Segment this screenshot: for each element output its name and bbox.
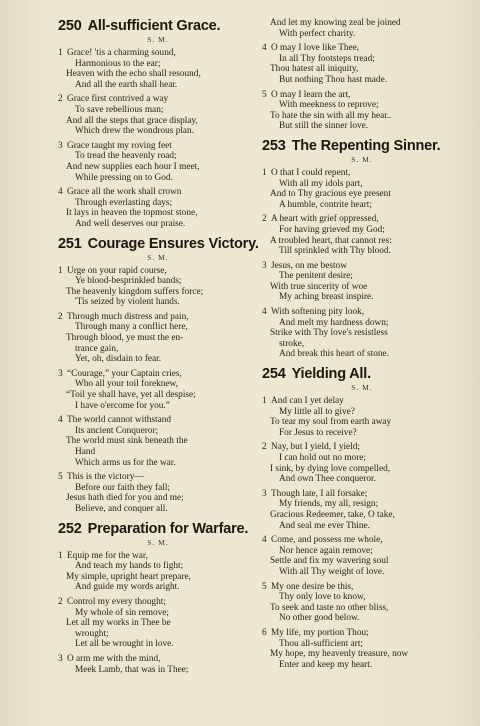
verse-line <box>58 94 258 105</box>
verse-line-text: My whole of sin remove; <box>75 607 169 618</box>
verse-line-text: Through everlasting days; <box>75 197 173 208</box>
verse-line-text: With softening pity look, <box>271 307 365 318</box>
hymn-verse <box>58 187 258 229</box>
verse-line-text: For having grieved my God; <box>279 224 385 235</box>
verse-line-text: Believe, and conquer all. <box>75 503 168 514</box>
verse-line <box>58 141 258 152</box>
verse-line <box>262 428 462 439</box>
verse-number: 3 <box>262 260 267 271</box>
verse-line-text: O that I could repent, <box>271 167 351 178</box>
verse-line-text: Grace all the work shall crown <box>67 187 182 198</box>
verse-line-text: Through many a conflict here, <box>75 322 188 333</box>
left-column <box>58 18 258 681</box>
verse-line <box>262 628 462 639</box>
verse-line-text: The heavenly kingdom suffers force; <box>66 286 204 297</box>
verse-line <box>58 572 258 583</box>
verse-line <box>58 561 258 572</box>
verse-line-text: Who all your toil foreknew, <box>75 379 178 390</box>
verse-line <box>58 483 258 494</box>
verse-line-text: Harmonious to the ear; <box>75 58 161 69</box>
verse-line <box>262 556 462 567</box>
verse-line <box>262 236 462 247</box>
verse-line <box>58 287 258 298</box>
verse-line-text: And seal me ever Thine. <box>279 520 370 531</box>
hymn-block <box>262 138 462 360</box>
verse-line <box>262 328 462 339</box>
verse-number: 4 <box>262 535 267 546</box>
verse-line <box>262 567 462 578</box>
verse-line <box>262 521 462 532</box>
hymn-verse <box>58 94 258 136</box>
verse-line <box>262 660 462 671</box>
verse-line-text: Meek Lamb, that was in Thee; <box>75 664 189 675</box>
hymn-verse <box>262 168 462 210</box>
verse-line <box>262 407 462 418</box>
verse-line-text: Enter and keep my heart. <box>279 659 373 670</box>
hymn-verse <box>262 43 462 85</box>
verse-line <box>58 354 258 365</box>
verse-line <box>262 18 462 29</box>
verse-line <box>262 29 462 40</box>
verse-line <box>262 64 462 75</box>
verse-line-text: And all the steps that grace display, <box>66 115 198 126</box>
verse-line-text: A humble, contrite heart; <box>279 199 372 210</box>
hymn-verse <box>262 261 462 303</box>
hymn-title-text: The Repenting Sinner. <box>291 137 441 154</box>
hymn-meter: S. M. <box>147 537 169 547</box>
hymn-meter: S. M. <box>351 383 373 393</box>
verse-line-text: Jesus hath died for you and me; <box>66 493 184 504</box>
verse-line-text: My one desire be this, <box>271 581 354 592</box>
verse-line-text: To seek and taste no other bliss, <box>270 602 389 613</box>
hymn-verse <box>58 654 258 675</box>
verse-line <box>58 654 258 665</box>
hymn-verse <box>262 582 462 624</box>
verse-line-text: Its ancient Conqueror; <box>75 425 159 436</box>
verse-line <box>262 111 462 122</box>
verse-line <box>262 292 462 303</box>
hymn-block <box>58 521 258 676</box>
verse-line <box>58 493 258 504</box>
verse-line-text: To tear my soul from earth away <box>270 417 392 428</box>
verse-line-text: Though late, I all forsake; <box>271 488 368 499</box>
verse-line <box>262 464 462 475</box>
verse-number: 5 <box>262 89 267 100</box>
verse-line <box>58 458 258 469</box>
hymn-number: 252 <box>58 520 82 537</box>
verse-line <box>58 333 258 344</box>
verse-line <box>262 546 462 557</box>
verse-line <box>262 271 462 282</box>
verse-line-text: Grace! 'tis a charming sound, <box>67 48 176 58</box>
verse-line-text: Nay, but I yield, I yield; <box>271 442 360 453</box>
verse-number: 2 <box>58 94 63 105</box>
hymn-number: 253 <box>262 137 286 154</box>
hymn-title <box>262 138 462 155</box>
verse-line <box>262 168 462 179</box>
verse-line <box>262 613 462 624</box>
verse-line <box>58 401 258 412</box>
verse-line-text: Thou all-sufficient art; <box>279 638 363 649</box>
verse-line-text: My life, my portion Thou; <box>271 627 369 638</box>
verse-line-text: And melt my hardness down; <box>279 317 389 328</box>
verse-line-text: I have o'ercome for you.” <box>75 400 170 411</box>
verse-line-text: I can hold out no more; <box>279 453 367 463</box>
verse-line-text: Let all my works in Thee be <box>66 618 171 629</box>
verse-line <box>262 499 462 510</box>
right-column <box>262 18 462 676</box>
hymn-verse <box>58 415 258 468</box>
verse-line-text: And can I yet delay <box>271 396 344 407</box>
verse-line-text: My friends, my all, resign; <box>279 499 379 510</box>
hymn-number: 251 <box>58 235 82 252</box>
verse-line-text: My aching breast inspire. <box>279 292 374 303</box>
verse-line <box>58 504 258 515</box>
verse-line <box>262 43 462 54</box>
verse-line-text: With true sincerity of woe <box>270 281 368 292</box>
verse-line <box>262 639 462 650</box>
verse-line-text: With all my idols part, <box>279 178 363 189</box>
verse-number: 1 <box>58 265 63 276</box>
verse-line <box>262 75 462 86</box>
verse-line <box>58 322 258 333</box>
verse-line-text: wrought; <box>75 628 109 639</box>
hymn-number: 254 <box>262 366 286 383</box>
verse-line-text: Which arms us for the war. <box>75 457 176 468</box>
verse-line <box>58 69 258 80</box>
hymn-continuation <box>262 18 462 132</box>
verse-number: 4 <box>58 415 63 426</box>
hymn-verse <box>262 489 462 531</box>
verse-line <box>58 312 258 323</box>
verse-line <box>262 510 462 521</box>
verse-line-text: My hope, my heavenly treasure, now <box>270 649 409 660</box>
verse-line-text: And well deserves our praise. <box>75 218 186 229</box>
verse-line-text: And break this heart of stone. <box>279 349 389 360</box>
verse-line-text: And all the earth shall hear. <box>75 79 178 90</box>
verse-line-text: No other good below. <box>279 613 360 624</box>
verse-line-text: With perfect charity. <box>279 28 356 39</box>
verse-line-text: But nothing Thou hast made. <box>279 74 388 85</box>
verse-line-text: For Jesus to receive? <box>279 427 357 438</box>
verse-line <box>262 282 462 293</box>
verse-line <box>58 639 258 650</box>
verse-line <box>262 442 462 453</box>
hymn-verse <box>262 214 462 256</box>
verse-line <box>58 436 258 447</box>
verse-line <box>58 48 258 59</box>
verse-line <box>262 417 462 428</box>
verse-line-text: With meekness to reprove; <box>279 100 379 111</box>
hymn-verse <box>262 396 462 438</box>
verse-number: 1 <box>58 550 63 561</box>
verse-line-text: Thy only love to know, <box>279 592 366 603</box>
verse-line <box>58 80 258 91</box>
verse-line-text: Grace taught my roving feet <box>67 140 172 151</box>
verse-line <box>262 592 462 603</box>
hymn-title-text: Courage Ensures Victory. <box>87 235 259 252</box>
verse-line <box>262 200 462 211</box>
verse-line <box>262 474 462 485</box>
verse-line-text: But still the sinner love. <box>279 121 369 132</box>
verse-line-text: Thou hatest all iniquity, <box>270 64 359 75</box>
verse-line <box>58 618 258 629</box>
verse-line-text: Yet, oh, disdain to fear. <box>75 354 162 365</box>
verse-line <box>58 597 258 608</box>
verse-line <box>262 489 462 500</box>
verse-number: 5 <box>262 581 267 592</box>
verse-number: 2 <box>262 442 267 453</box>
verse-line-text: The penitent desire; <box>279 271 353 282</box>
verse-line-text: Control my every thought; <box>67 596 166 607</box>
verse-line <box>262 54 462 65</box>
verse-line-text: Ye blood-besprinkled bands; <box>75 276 182 287</box>
verse-number: 3 <box>58 653 63 664</box>
verse-line-text: Which drew the wondrous plan. <box>75 126 195 137</box>
verse-number: 6 <box>262 627 267 638</box>
hymn-meter: S. M. <box>147 35 169 44</box>
verse-line-text: Jesus, on me bestow <box>271 260 347 271</box>
verse-line-text: Through blood, ye must the en- <box>66 333 184 344</box>
verse-line <box>58 390 258 401</box>
verse-line-text: O may I love like Thee, <box>271 43 360 54</box>
hymn-title-text: Yielding All. <box>291 366 371 383</box>
verse-line <box>58 379 258 390</box>
hymn-verse <box>262 307 462 360</box>
verse-line-text: Grace first contrived a way <box>67 94 169 105</box>
hymn-block <box>262 366 462 670</box>
verse-line <box>58 344 258 355</box>
verse-line <box>58 187 258 198</box>
verse-line-text: In all Thy footsteps tread; <box>279 53 375 64</box>
verse-line <box>262 603 462 614</box>
hymn-title-text: All-sufficient Grace. <box>87 18 221 34</box>
hymn-verse <box>58 597 258 650</box>
verse-number: 5 <box>58 472 63 483</box>
hymn-verse <box>58 369 258 411</box>
verse-line <box>58 105 258 116</box>
verse-line-text: My simple, upright heart prepare, <box>66 571 191 582</box>
verse-line-text: And guide my words aright. <box>75 582 180 593</box>
verse-line-text: Equip me for the war, <box>67 550 148 561</box>
verse-line <box>262 535 462 546</box>
verse-number: 3 <box>58 140 63 151</box>
verse-line <box>58 426 258 437</box>
verse-line-text: This is the victory— <box>67 472 144 483</box>
verse-number: 4 <box>58 187 63 198</box>
verse-line-text: Urge on your rapid course, <box>67 265 167 276</box>
verse-line-text: Settle and fix my wavering soul <box>270 556 389 567</box>
verse-line <box>58 582 258 593</box>
hymn-number: 250 <box>58 18 82 34</box>
verse-line <box>262 261 462 272</box>
verse-line-text: Gracious Redeemer, take, O take, <box>270 509 395 520</box>
verse-line <box>58 116 258 127</box>
verse-number: 4 <box>262 307 267 318</box>
verse-line <box>58 369 258 380</box>
verse-line <box>262 339 462 350</box>
verse-number: 3 <box>262 488 267 499</box>
hymn-verse <box>58 312 258 365</box>
verse-line-text: O arm me with the mind, <box>67 653 161 664</box>
verse-line <box>58 126 258 137</box>
verse-line <box>58 629 258 640</box>
verse-number: 4 <box>262 43 267 54</box>
verse-line-text: O may I learn the art, <box>271 89 351 100</box>
verse-line-text: The world must sink beneath the <box>66 436 188 447</box>
verse-line <box>262 100 462 111</box>
verse-line <box>58 266 258 277</box>
verse-line-text: To save rebellious man; <box>75 104 164 115</box>
verse-line-text: Through much distress and pain, <box>67 311 189 322</box>
verse-line <box>262 214 462 225</box>
verse-line-text: Till sprinkled with Thy blood. <box>279 246 391 257</box>
verse-line <box>58 219 258 230</box>
verse-line-text: And new supplies each hour I meet, <box>66 161 200 172</box>
hymn-title <box>58 18 258 35</box>
verse-line-text: While pressing on to God. <box>75 172 173 183</box>
hymn-title <box>58 236 258 253</box>
verse-line <box>58 447 258 458</box>
hymn-block <box>58 18 258 230</box>
verse-line-text: Hand <box>75 447 96 457</box>
verse-line-text: And let my knowing zeal be joined <box>270 18 401 28</box>
verse-line <box>58 173 258 184</box>
verse-line <box>58 198 258 209</box>
verse-line <box>58 59 258 70</box>
hymn-verse <box>262 90 462 132</box>
verse-line-text: Strike with Thy love's resistless <box>270 328 388 339</box>
verse-line <box>262 189 462 200</box>
verse-line-text: The world cannot withstand <box>67 415 172 426</box>
verse-line-text: A troubled heart, that cannot res: <box>270 235 392 246</box>
hymn-verse <box>262 535 462 577</box>
verse-line <box>58 551 258 562</box>
verse-line-text: And teach my hands to fight; <box>75 561 184 572</box>
verse-line <box>262 225 462 236</box>
hymn-verse <box>58 48 258 90</box>
verse-line-text: I sink, by dying love compelled, <box>270 463 391 474</box>
hymn-verse <box>58 266 258 308</box>
verse-line <box>58 415 258 426</box>
verse-line <box>58 297 258 308</box>
verse-number: 1 <box>262 396 267 407</box>
hymn-verse <box>58 141 258 183</box>
hymn-verse <box>262 18 462 39</box>
verse-line <box>58 162 258 173</box>
verse-line-text: To hate the sin with all my hear.. <box>270 110 392 121</box>
verse-line-text: Heaven with the echo shall resound, <box>66 69 201 80</box>
verse-line <box>58 665 258 676</box>
verse-line-text: Before our faith they fall; <box>75 482 170 493</box>
verse-line-text: With all Thy weight of love. <box>279 566 385 577</box>
hymn-verse <box>58 551 258 593</box>
hymn-verse <box>262 442 462 484</box>
verse-number: 1 <box>262 167 267 178</box>
verse-number: 1 <box>58 48 63 58</box>
hymn-verse <box>262 628 462 670</box>
hymn-verse <box>58 472 258 514</box>
verse-line <box>58 472 258 483</box>
verse-line <box>262 349 462 360</box>
hymn-title <box>58 521 258 538</box>
hymn-title-text: Preparation for Warfare. <box>87 520 249 537</box>
verse-line-text: “Courage,” your Captain cries, <box>67 368 182 379</box>
verse-line <box>58 608 258 619</box>
verse-line <box>262 246 462 257</box>
verse-line <box>58 276 258 287</box>
verse-line <box>262 453 462 464</box>
verse-line-text: stroke, <box>279 338 305 349</box>
verse-number: 3 <box>58 368 63 379</box>
hymn-block <box>58 236 258 515</box>
verse-line <box>262 582 462 593</box>
verse-line-text: Nor hence again remove; <box>279 545 373 556</box>
verse-line-text: My little all to give? <box>279 406 355 417</box>
hymn-meter: S. M. <box>147 252 169 262</box>
verse-line-text: Let all be wrought in love. <box>75 639 174 650</box>
verse-line-text: And own Thee conqueror. <box>279 474 376 485</box>
verse-line-text: To tread the heavenly road; <box>75 151 177 162</box>
verse-line <box>58 208 258 219</box>
verse-line <box>262 90 462 101</box>
verse-line <box>262 649 462 660</box>
verse-line-text: A heart with grief oppressed, <box>271 214 379 225</box>
verse-number: 2 <box>58 311 63 322</box>
verse-number: 2 <box>262 214 267 225</box>
verse-line <box>262 307 462 318</box>
verse-line-text: trance gain, <box>75 343 119 354</box>
verse-line-text: Come, and possess me whole, <box>271 535 383 546</box>
verse-line <box>262 318 462 329</box>
hymn-meter: S. M. <box>351 154 373 164</box>
verse-line-text: And to Thy gracious eye present <box>270 189 391 200</box>
verse-line <box>58 151 258 162</box>
hymn-title <box>262 366 462 383</box>
verse-line <box>262 121 462 132</box>
verse-line-text: It lays in heaven the topmost stone, <box>66 208 198 219</box>
verse-line <box>262 396 462 407</box>
verse-line-text: 'Tis seized by violent hands. <box>75 297 180 308</box>
verse-number: 2 <box>58 596 63 607</box>
verse-line-text: “Toil ye shall have, yet all despise; <box>66 390 196 401</box>
verse-line <box>262 179 462 190</box>
